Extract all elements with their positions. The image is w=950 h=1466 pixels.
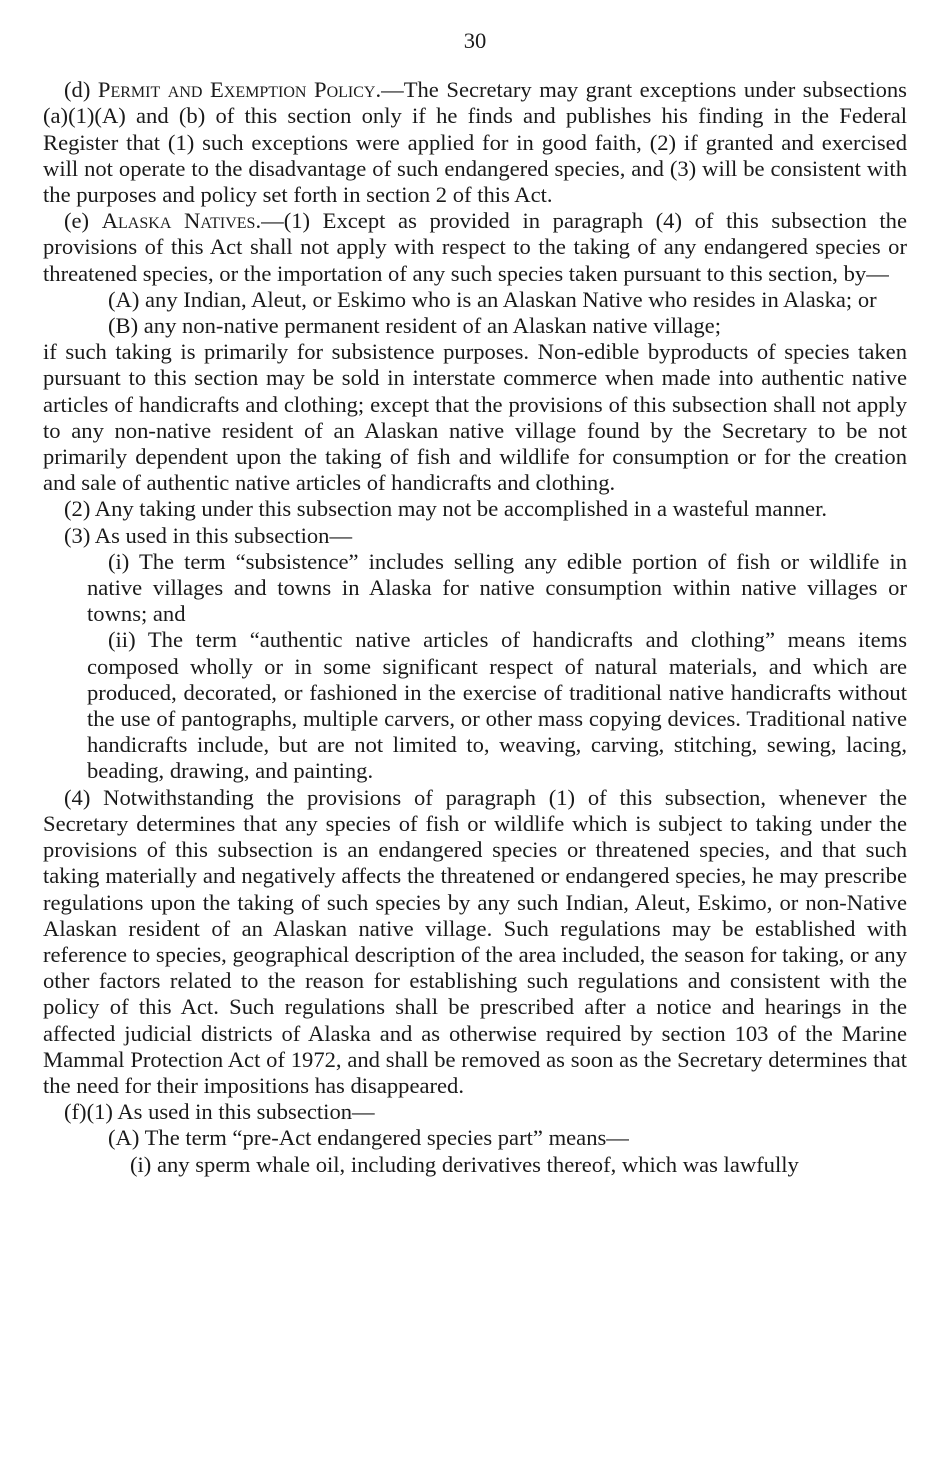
- subsection-e-paragraph-3: (3) As used in this subsection—: [64, 522, 353, 548]
- document-page: [43, 28, 907, 1178]
- subsection-e-tail: if such taking is primarily for subsistence purposes. Non-edible byproducts of species taken pursuant to this section may be sold in interstate commerce when made into authentic native articles of handicrafts and clothing; except that the provisions of this subsection shall not apply to any non-native resident of an Alaskan native village found by the Secretary to be not primarily dependent upon the taking of fish and wildlife for consumption or for the creation and sale of authentic native articles of handicrafts and clothing.: [43, 339, 907, 496]
- subsection-e-text: .—(1) Except as provided in paragraph (4) of this subsection the provisions of this Act shall not apply with respect to the taking of any endangered species or threatened species, or the importation of any such species taken pursuant to this section, by—: [43, 208, 907, 286]
- subsection-e-paragraph-2: (2) Any taking under this subsection may not be accomplished in a wasteful manner.: [64, 496, 827, 522]
- subsection-e-paragraph-3-i: (i) The term “subsistence” includes selling any edible portion of fish or wildlife in native villages and towns in Alaska for native consumption within native villages or towns; and: [87, 548, 907, 627]
- subsection-e-clause-b: (B) any non-native permanent resident of an Alaskan native village;: [108, 313, 721, 339]
- subsection-e: [43, 208, 907, 287]
- subsection-e-paragraph-4: (4) Notwithstanding the provisions of paragraph (1) of this subsection, whenever the Secretary determines that any species of fish or wildlife which is subject to taking under the provisions of this subsection is an endangered species or threatened species, and that such taking materially and negatively affects the threatened or endangered species, he may prescribe regulations upon the taking of such species by any such Indian, Aleut, Eskimo, or non-Native Alaskan resident of an Alaskan native village. Such regulations may be established with reference to species, geographical description of the area included, the season for taking, or any other factors related to the reason for establishing such regulations and consistent with the policy of this Act. Such regulations shall be prescribed after a notice and hearings in the affected judicial districts of Alaska and as otherwise required by section 103 of the Marine Mammal Protection Act of 1972, and shall be removed as soon as the Secretary determines that the need for their impositions has disappeared.: [43, 784, 907, 1098]
- subsection-e-label: (e): [64, 208, 90, 234]
- subsection-d-heading: Permit and Exemption Policy: [97, 77, 376, 103]
- page-number: 30: [463, 28, 487, 53]
- subsection-e-heading: Alaska Natives: [101, 208, 256, 234]
- subsection-f-clause-a-i: (i) any sperm whale oil, including derivatives thereof, which was lawfully: [130, 1151, 799, 1177]
- subsection-d: [43, 77, 907, 208]
- subsection-e-paragraph-3-ii: (ii) The term “authentic native articles of handicrafts and clothing” means items composed wholly or in some significant respect of natural materials, and which are produced, decorated, or fashioned in the exercise of traditional native handicrafts without the use of pantographs, multiple carvers, or other mass copying devices. Traditional native handicrafts include, but are not limited to, weaving, carving, stitching, sewing, lacing, beading, drawing, and painting.: [87, 627, 907, 784]
- subsection-d-text: .—The Secretary may grant exceptions under subsections (a)(1)(A) and (b) of this section only if he finds and publishes his finding in the Federal Register that (1) such exceptions were applied for in good faith, (2) if granted and exercised will not operate to the disadvantage of such endangered species, and (3) will be consistent with the purposes and policy set forth in section 2 of this Act.: [43, 77, 907, 208]
- subsection-e-clause-a: (A) any Indian, Aleut, or Eskimo who is an Alaskan Native who resides in Alaska; or: [108, 286, 877, 312]
- subsection-f-clause-a: (A) The term “pre-Act endangered species part” means—: [108, 1125, 629, 1151]
- subsection-f-intro: (f)(1) As used in this subsection—: [64, 1099, 375, 1125]
- subsection-d-label: (d): [64, 77, 91, 103]
